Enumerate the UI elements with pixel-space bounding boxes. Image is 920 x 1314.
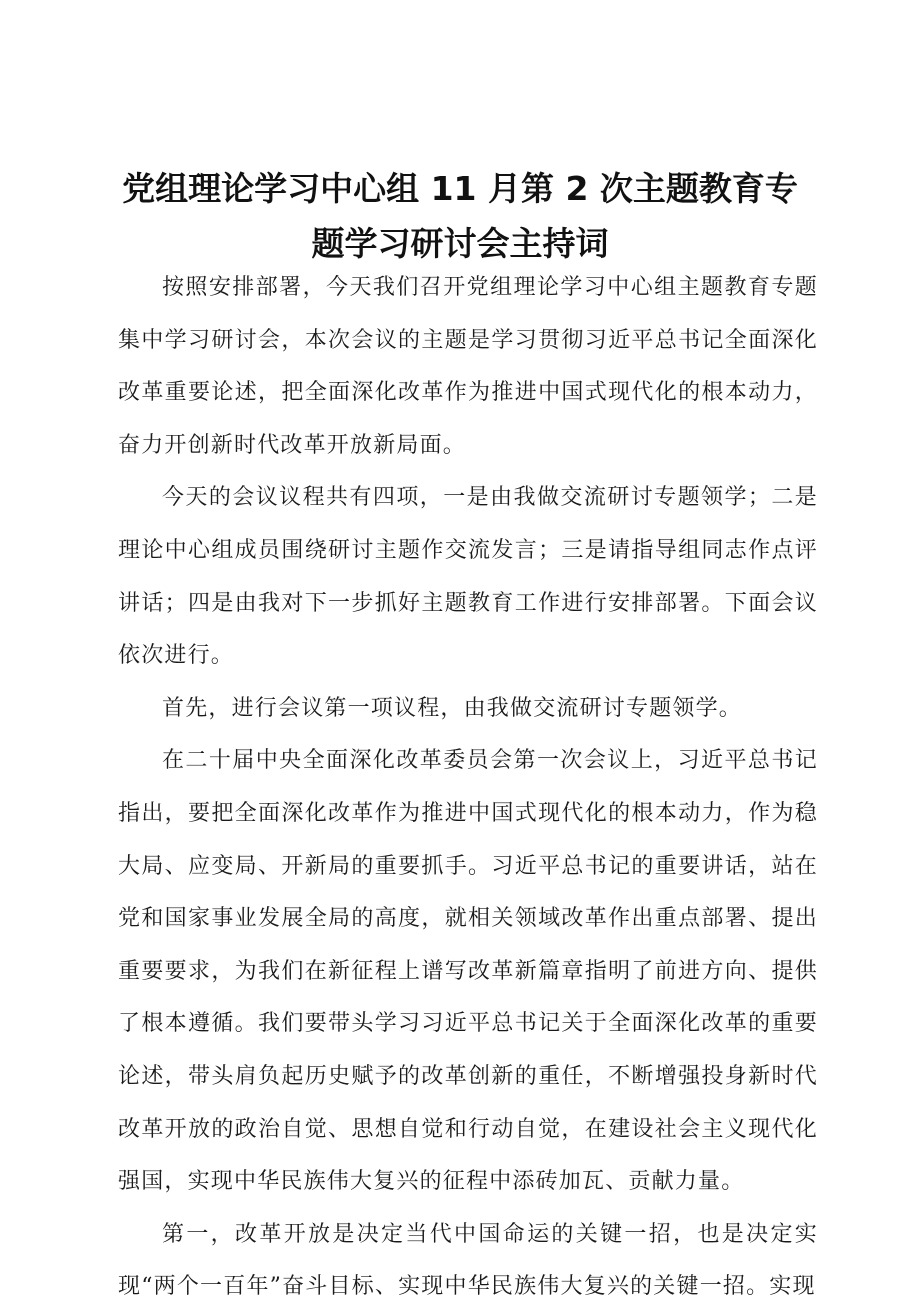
document-title-line-2: 题学习研讨会主持词: [311, 224, 609, 263]
paragraph-reform-remarks: 在二十届中央全面深化改革委员会第一次会议上，习近平总书记指出，要把全面深化改革作为推进中国式现代化的根本动力，作为稳大局、应变局、开新局的重要抓手。习近平总书记的重要讲话，站在党和国家事业发展全局的高度，就相关领域改革作出重点部署、提出重要要求，为我们在新征程上谱写改革新篇章指明了前进方向、提供了根本遵循。我们要带头学习习近平总书记关于全面深化改革的重要论述，带头肩负起历史赋予的改革创新的重任，不断增强投身新时代改革开放的政治自觉、思想自觉和行动自觉，在建设社会主义现代化强国，实现中华民族伟大复兴的征程中添砖加瓦、贡献力量。: [118, 748, 818, 1195]
paragraph-first-item: 首先，进行会议第一项议程，由我做交流研讨专题领学。: [162, 695, 743, 721]
document-body: [118, 262, 818, 1314]
paragraph-point-one: 第一，改革开放是决定当代中国命运的关键一招，也是决定实现“两个一百年”奋斗目标、实现中华民族伟大复兴的关键一招。实现: [118, 1221, 818, 1300]
document-title-line-1: 党组理论学习中心组 11 月第 2 次主题教育专: [122, 169, 798, 208]
paragraph-intro: 按照安排部署，今天我们召开党组理论学习中心组主题教育专题集中学习研讨会，本次会议的主题是学习贯彻习近平总书记全面深化改革重要论述，把全面深化改革作为推进中国式现代化的根本动力，奋力开创新时代改革开放新局面。: [118, 275, 818, 458]
paragraph-agenda: 今天的会议议程共有四项，一是由我做交流研讨专题领学；二是理论中心组成员围绕研讨主题作交流发言；三是请指导组同志作点评讲话；四是由我对下一步抓好主题教育工作进行安排部署。下面会议依次进行。: [118, 485, 818, 669]
